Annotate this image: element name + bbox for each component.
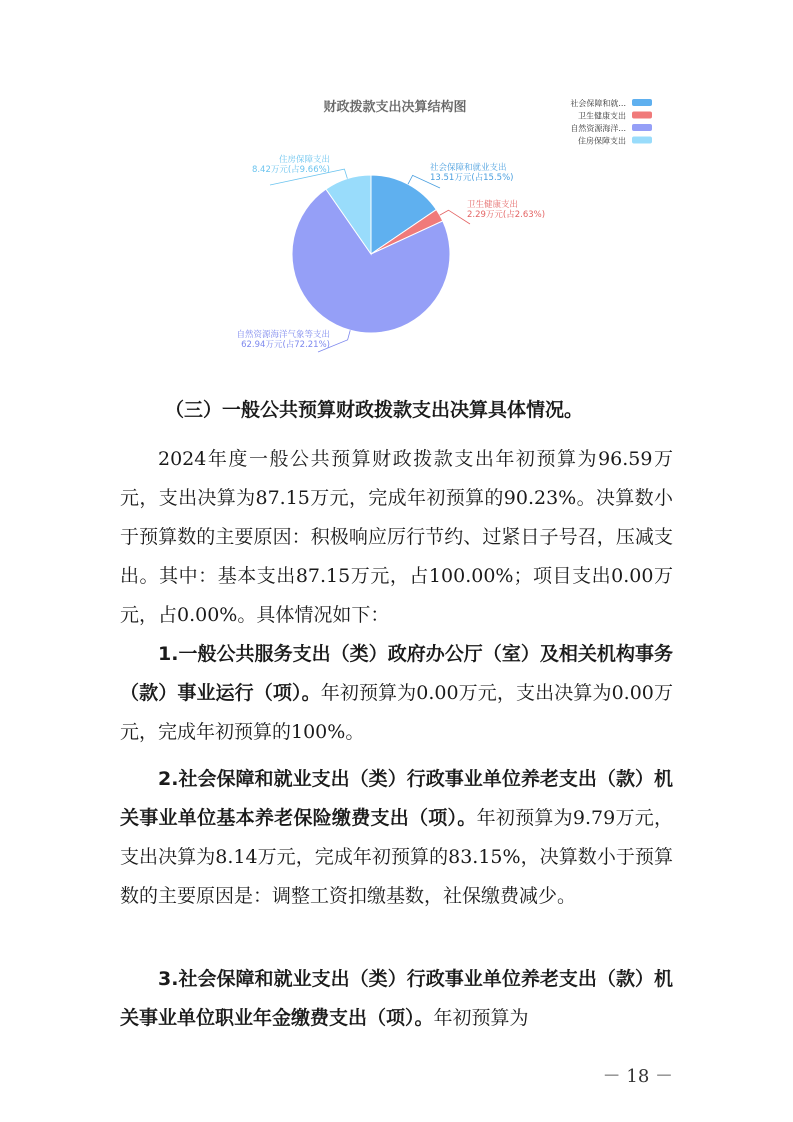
legend-swatch-3 (632, 124, 652, 131)
slice-label-name-2: 卫生健康支出 (467, 200, 519, 210)
item-3-title: 3.社会保障和就业支出（类）行政事业单位养老支出（款）机关事业单位职业年金缴费支出（项）。 (120, 968, 673, 1029)
slice-label-name-4: 住房保障支出 (278, 155, 330, 165)
paragraph-item-2 (120, 760, 673, 916)
item-3-text: 年初预算为 (433, 1007, 529, 1029)
legend-label-4: 住房保障支出 (578, 136, 626, 146)
slice-label-name-3: 自然资源海洋气象等支出 (236, 330, 330, 340)
chart-title: 财政拨款支出决算结构图 (323, 100, 467, 115)
paragraph-item-3 (120, 960, 673, 1038)
paragraph-overview (120, 440, 673, 635)
item-1-title: 1.一般公共服务支出（类）政府办公厅（室）及相关机构事务（款）事业运行（项）。 (120, 643, 673, 704)
legend-label-3: 自然资源海洋... (570, 124, 626, 133)
slice-label-value-2: 2.29万元(占2.63%) (467, 210, 546, 220)
paragraph-item-1 (120, 635, 673, 752)
slice-label-value-4: 8.42万元(占9.66%) (251, 165, 330, 175)
pie-chart (0, 0, 793, 380)
slice-label-value-1: 13.51万元(占15.5%) (430, 173, 514, 183)
legend-swatch-2 (632, 112, 652, 119)
legend-label-2: 卫生健康支出 (578, 111, 626, 121)
page-number: － 18 － (602, 1066, 673, 1087)
overview-text: 2024年度一般公共预算财政拨款支出年初预算为96.59万元，支出决算为87.15万元，完成年初预算的90.23%。决算数小于预算数的主要原因：积极响应厉行节约、过紧日子号召，压减支出。其中：基本支出87.15万元，占100.00%；项目支出0.00万元，占0.00%。具体情况如下： (120, 448, 673, 626)
legend-label-1: 社会保障和就... (570, 99, 626, 108)
section-heading: （三）一般公共预算财政拨款支出决算具体情况。 (165, 399, 584, 421)
slice-label-name-1: 社会保障和就业支出 (430, 163, 507, 173)
slice-label-value-3: 62.94万元(占72.21%) (241, 340, 330, 350)
item-2-title: 2.社会保障和就业支出（类）行政事业单位养老支出（款）机关事业单位基本养老保险缴费支出（项）。 (120, 768, 673, 829)
leader-line-2 (440, 210, 470, 224)
item-2-text: 年初预算为9.79万元，支出决算为8.14万元，完成年初预算的83.15%，决算数小于预算数的主要原因是：调整工资扣缴基数，社保缴费减少。 (120, 807, 673, 907)
item-1-text: 年初预算为0.00万元，支出决算为0.00万元，完成年初预算的100%。 (120, 682, 673, 743)
legend-swatch-1 (632, 99, 652, 106)
legend-swatch-4 (632, 137, 652, 144)
